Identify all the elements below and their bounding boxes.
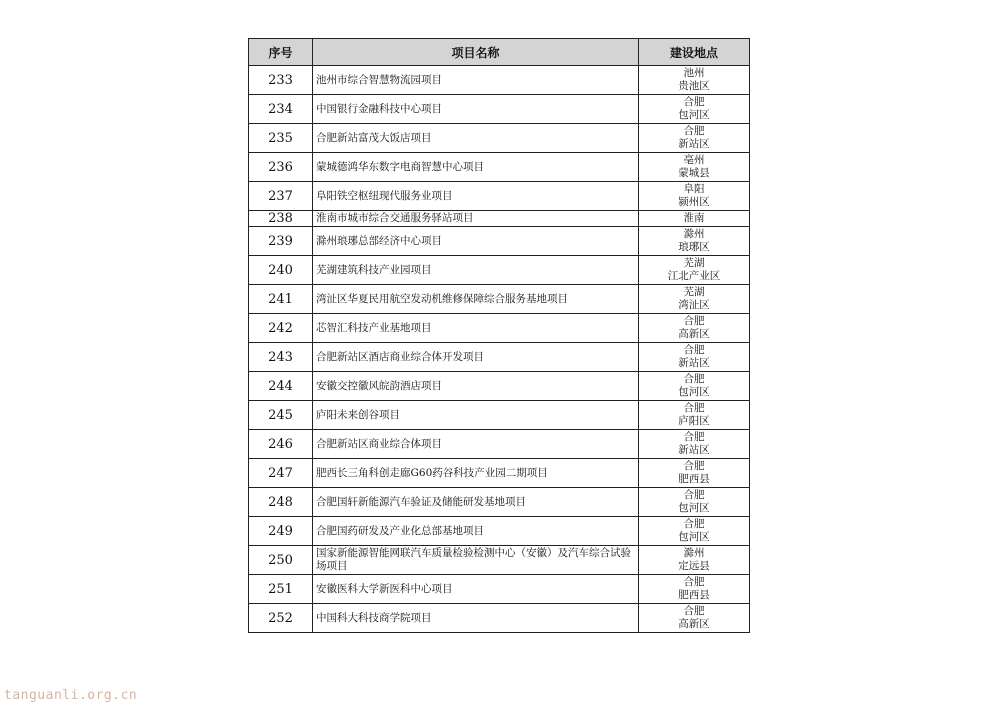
row-number: 251	[249, 575, 313, 604]
project-name: 合肥国轩新能源汽车验证及储能研发基地项目	[313, 488, 639, 517]
project-location	[639, 66, 750, 95]
location-district: 包河区	[678, 531, 710, 543]
project-name: 芜湖建筑科技产业园项目	[313, 256, 639, 285]
table-row	[249, 343, 750, 372]
location-city: 滁州	[683, 547, 705, 559]
location-city: 合肥	[683, 460, 705, 472]
project-location	[639, 517, 750, 546]
table-row	[249, 604, 750, 633]
project-location	[639, 182, 750, 211]
location-district: 新站区	[678, 357, 710, 369]
location-district: 高新区	[678, 328, 710, 340]
location-city: 合肥	[683, 344, 705, 356]
location-city: 合肥	[683, 576, 705, 588]
header-location: 建设地点	[639, 39, 750, 66]
table-header	[249, 39, 750, 66]
location-district: 包河区	[678, 502, 710, 514]
project-location	[639, 546, 750, 575]
project-location	[639, 211, 750, 227]
project-name: 池州市综合智慧物流园项目	[313, 66, 639, 95]
project-location	[639, 430, 750, 459]
location-city: 合肥	[683, 605, 705, 617]
location-city: 合肥	[683, 125, 705, 137]
location-district: 肥西县	[678, 589, 710, 601]
table-row	[249, 256, 750, 285]
row-number: 247	[249, 459, 313, 488]
header-name: 项目名称	[313, 39, 639, 66]
site-watermark: tanguanli.org.cn	[4, 688, 138, 703]
row-number: 245	[249, 401, 313, 430]
project-location	[639, 285, 750, 314]
project-name: 蒙城德鸿华东数字电商智慧中心项目	[313, 153, 639, 182]
project-location	[639, 401, 750, 430]
table-row	[249, 575, 750, 604]
project-location	[639, 153, 750, 182]
table-row	[249, 285, 750, 314]
project-name: 合肥新站区酒店商业综合体开发项目	[313, 343, 639, 372]
project-location	[639, 124, 750, 153]
project-name: 芯智汇科技产业基地项目	[313, 314, 639, 343]
table-row	[249, 488, 750, 517]
location-district: 贵池区	[678, 80, 710, 92]
project-name: 安徽交控徽风皖韵酒店项目	[313, 372, 639, 401]
project-location	[639, 372, 750, 401]
project-location	[639, 488, 750, 517]
project-location	[639, 256, 750, 285]
location-city: 合肥	[683, 489, 705, 501]
table-body	[249, 66, 750, 633]
table-row	[249, 124, 750, 153]
project-location	[639, 227, 750, 256]
location-district: 颍州区	[678, 196, 710, 208]
table-row	[249, 430, 750, 459]
table-row	[249, 211, 750, 227]
table-row	[249, 153, 750, 182]
project-location	[639, 343, 750, 372]
project-location	[639, 459, 750, 488]
table-row	[249, 372, 750, 401]
row-number: 238	[249, 211, 313, 227]
row-number: 248	[249, 488, 313, 517]
location-district: 包河区	[678, 109, 710, 121]
location-city: 亳州	[683, 154, 705, 166]
location-city: 芜湖	[683, 257, 705, 269]
location-district: 包河区	[678, 386, 710, 398]
project-location	[639, 575, 750, 604]
row-number: 249	[249, 517, 313, 546]
header-row	[249, 39, 750, 66]
location-city: 芜湖	[683, 286, 705, 298]
table-row	[249, 227, 750, 256]
row-number: 237	[249, 182, 313, 211]
table-row	[249, 546, 750, 575]
row-number: 241	[249, 285, 313, 314]
location-city: 合肥	[683, 373, 705, 385]
location-district: 高新区	[678, 618, 710, 630]
location-district: 定远县	[678, 560, 710, 572]
project-name: 合肥新站区商业综合体项目	[313, 430, 639, 459]
location-city: 合肥	[683, 315, 705, 327]
location-district: 肥西县	[678, 473, 710, 485]
project-location	[639, 314, 750, 343]
row-number: 234	[249, 95, 313, 124]
row-number: 236	[249, 153, 313, 182]
location-city: 合肥	[683, 518, 705, 530]
project-table	[248, 38, 750, 633]
location-city: 合肥	[683, 96, 705, 108]
project-name: 淮南市城市综合交通服务驿站项目	[313, 211, 639, 227]
location-district: 琅琊区	[678, 241, 710, 253]
table-row	[249, 95, 750, 124]
project-location	[639, 604, 750, 633]
project-name: 湾沚区华夏民用航空发动机维修保障综合服务基地项目	[313, 285, 639, 314]
project-name: 合肥新站富茂大饭店项目	[313, 124, 639, 153]
project-name: 阜阳铁空枢纽现代服务业项目	[313, 182, 639, 211]
row-number: 250	[249, 546, 313, 575]
row-number: 252	[249, 604, 313, 633]
row-number: 233	[249, 66, 313, 95]
project-name: 国家新能源智能网联汽车质量检验检测中心（安徽）及汽车综合试验场项目	[313, 546, 639, 575]
location-city: 池州	[683, 67, 705, 79]
project-name: 肥西长三角科创走廊G60药谷科技产业园二期项目	[313, 459, 639, 488]
location-city: 阜阳	[683, 183, 705, 195]
row-number: 239	[249, 227, 313, 256]
row-number: 243	[249, 343, 313, 372]
location-city: 合肥	[683, 402, 705, 414]
row-number: 235	[249, 124, 313, 153]
table-row	[249, 182, 750, 211]
location-district: 蒙城县	[678, 167, 710, 179]
location-city: 滁州	[683, 228, 705, 240]
project-location	[639, 95, 750, 124]
row-number: 246	[249, 430, 313, 459]
project-name: 庐阳未来创谷项目	[313, 401, 639, 430]
project-name: 中国科大科技商学院项目	[313, 604, 639, 633]
table-row	[249, 401, 750, 430]
table-row	[249, 314, 750, 343]
project-name: 滁州琅琊总部经济中心项目	[313, 227, 639, 256]
location-district: 湾沚区	[678, 299, 710, 311]
row-number: 244	[249, 372, 313, 401]
table-row	[249, 517, 750, 546]
table-row	[249, 66, 750, 95]
location-district: 江北产业区	[667, 270, 721, 282]
location-district: 新站区	[678, 138, 710, 150]
table-row	[249, 459, 750, 488]
row-number: 242	[249, 314, 313, 343]
location-city: 合肥	[683, 431, 705, 443]
row-number: 240	[249, 256, 313, 285]
project-name: 中国银行金融科技中心项目	[313, 95, 639, 124]
project-name: 安徽医科大学新医科中心项目	[313, 575, 639, 604]
location-district: 新站区	[678, 444, 710, 456]
header-num: 序号	[249, 39, 313, 66]
location-city: 淮南	[683, 212, 705, 224]
project-name: 合肥国药研发及产业化总部基地项目	[313, 517, 639, 546]
location-district: 庐阳区	[678, 415, 710, 427]
